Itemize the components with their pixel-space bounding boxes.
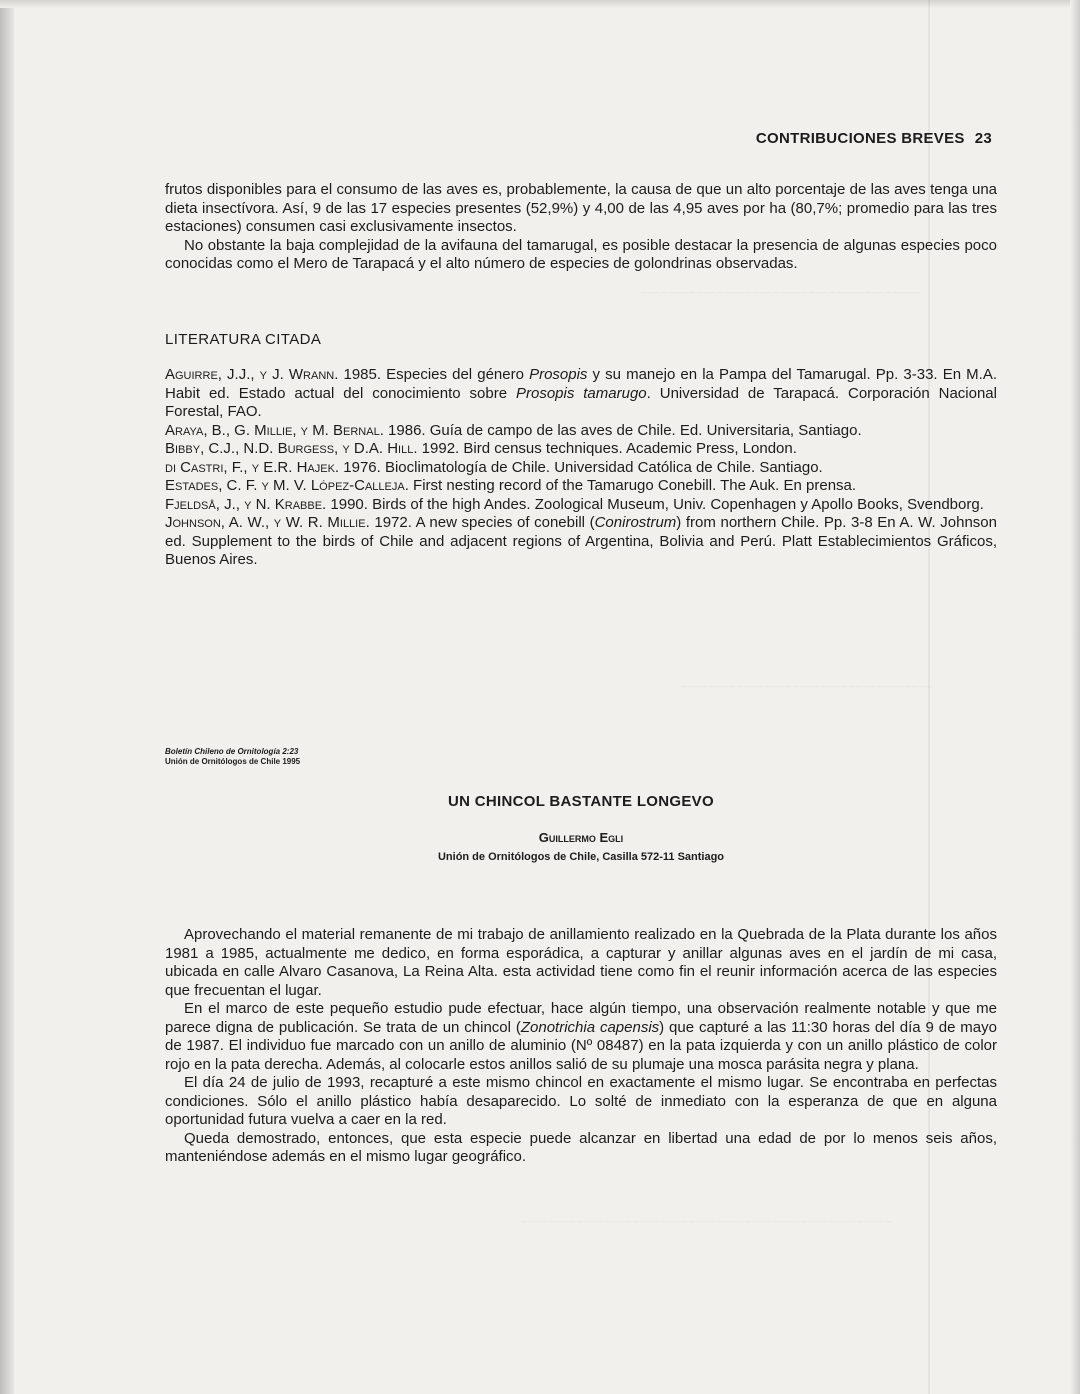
reference-item <box>165 366 997 422</box>
ref-author: Johnson, A. W., y W. R. Millie. <box>165 514 370 531</box>
reference-item <box>165 496 997 515</box>
reference-item <box>165 477 997 496</box>
text-run: ) que capturé a las 11:30 horas del día 9 de mayo de 1987. El individuo fue marcado con un anillo de aluminio (Nº 08487) en la pata izquierda y con un anillo plástico de color rojo en la pata derecha. Además, al colocarle estos anillos salió de su plumaje una mosca parásita negra y plana. <box>165 1018 997 1073</box>
ref-author: Estades, C. F. y M. V. López-Calleja. <box>165 477 409 494</box>
ref-text: 1976. Bioclimatología de Chile. Universidad Católica de Chile. Santiago. <box>339 458 823 476</box>
ref-text: 1972. A new species of conebill ( <box>369 514 595 531</box>
ref-author: Fjeldså, J., y N. Krabbe. <box>165 495 327 513</box>
page-number: 23 <box>974 130 992 147</box>
ref-italic: Prosopis tamarugo <box>515 384 647 402</box>
ref-text: 1985. Especies del género <box>338 366 530 383</box>
species-name: Zonotrichia capensis <box>520 1018 660 1036</box>
ref-text: ) from northern Chile. Pp. 3-8 En A. W. Johnson ed. Supplement to the birds of Chile and adjacent regions of Argentina, Bolivia and Perú. Platt Establecimientos Gráficos, Buenos Aires. <box>165 514 997 568</box>
running-header <box>756 130 992 147</box>
reference-item <box>165 440 997 459</box>
ref-text: 1986. Guía de campo de las aves de Chile. Ed. Universitaria, Santiago. <box>383 421 862 439</box>
text-run: En el marco de este pequeño estudio pude efectuar, hace algún tiempo, una observación realmente notable y que me parece digna de publicación. Se trata de un chincol ( <box>165 1000 997 1036</box>
ref-italic: Conirostrum <box>594 514 677 531</box>
reference-item <box>165 422 997 441</box>
section-title: CONTRIBUCIONES BREVES <box>755 130 965 147</box>
reference-item <box>165 514 997 570</box>
ref-text: . Universidad de Tarapacá. Corporación Nacional Forestal, FAO. <box>165 384 997 420</box>
ref-author: di Castri, F., y E.R. Hajek. <box>165 458 340 476</box>
journal-citation <box>165 747 300 767</box>
reference-item <box>165 459 997 478</box>
article-title: UN CHINCOL BASTANTE LONGEVO <box>448 793 714 810</box>
paragraph: El día 24 de julio de 1993, recapturé a este mismo chincol en exactamente el mismo lugar. Se encontraba en perfectas condiciones. Sólo el anillo plástico había desaparecido. Lo solté de inmediato con la esperanza de que en alguna oportunidad futura vuelva a caer en la red. <box>165 1074 997 1128</box>
ref-text: 1992. Bird census techniques. Academic Press, London. <box>417 440 797 457</box>
ref-text: 1990. Birds of the high Andes. Zoological Museum, Univ. Copenhagen y Apollo Books, Svendborg. <box>326 495 984 513</box>
article-author: Guillermo Egli <box>538 830 624 845</box>
scan-shadow-right <box>1070 0 1080 1394</box>
paragraph: No obstante la baja complejidad de la avifauna del tamarugal, es posible destacar la presencia de algunas especies poco conocidas como el Mero de Tarapacá y el alto número de especies de golondrinas observadas. <box>165 236 997 272</box>
literature-heading: LITERATURA CITADA <box>165 331 322 348</box>
ref-author: Araya, B., G. Millie, y M. Bernal. <box>165 421 384 439</box>
journal-line: Unión de Ornitólogos de Chile 1995 <box>165 757 301 766</box>
paragraph <box>165 1000 997 1074</box>
scan-shadow-left <box>0 0 14 1394</box>
paragraph: Aprovechando el material remanente de mi trabajo de anillamiento realizado en la Quebrada de la Plata durante los años 1981 a 1985, actualmente me dedico, en forma esporádica, a capturar y anillar algunas aves en el jardín de mi casa, ubicada en calle Alvaro Casanova, La Reina Alta. esta actividad tiene como fin el reunir información acerca de las especies que frecuentan el lugar. <box>165 926 997 999</box>
reference-list <box>165 366 997 570</box>
ref-author: Bibby, C.J., N.D. Burgess, y D.A. Hill. <box>165 440 418 457</box>
intro-text <box>165 181 997 274</box>
article-affiliation: Unión de Ornitólogos de Chile, Casilla 572-11 Santiago <box>437 851 725 863</box>
ref-text: First nesting record of the Tamarugo Conebill. The Auk. En prensa. <box>408 477 857 494</box>
ref-author: Aguirre, J.J., y J. Wrann. <box>165 366 339 383</box>
ref-italic: Prosopis <box>529 366 588 383</box>
scan-shadow-top <box>0 0 1080 8</box>
paragraph: frutos disponibles para el consumo de las aves es, probablemente, la causa de que un alto porcentaje de las aves tenga una dieta insectívora. Así, 9 de las 17 especies presentes (52,9%) y 4,00 de las 4,95 aves por ha (80,7%; promedio para las tres estaciones) consumen casi exclusivamente insectos. <box>165 181 997 235</box>
journal-line: Boletín Chileno de Ornitología 2:23 <box>165 747 299 756</box>
paragraph: Queda demostrado, entonces, que esta especie puede alcanzar en libertad una edad de por lo menos seis años, manteniéndose además en el mismo lugar geográfico. <box>165 1129 997 1165</box>
ref-text: y su manejo en la Pampa del Tamarugal. Pp. 3-33. En M.A. Habit ed. Estado actual del conocimiento sobre <box>165 366 997 402</box>
article-body <box>165 926 997 1167</box>
